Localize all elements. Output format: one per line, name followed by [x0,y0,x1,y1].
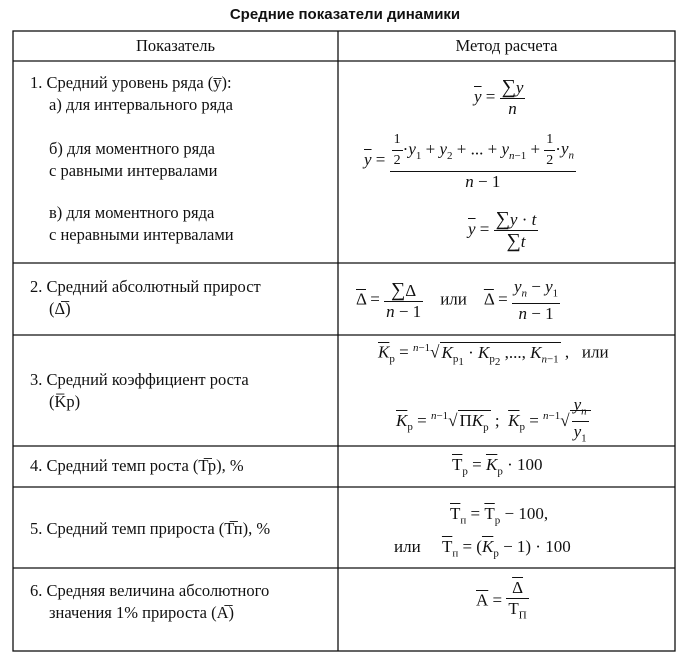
row5-or: или [394,537,421,556]
formula-growth-rate: $Т_р = \overline{K}_р \cdot 100$ [452,455,543,478]
row3-indicator [13,369,338,413]
row1-b-line1: б) для моментного ряда [49,139,215,158]
row1-b-line2: с равными интервалами [49,161,218,180]
row6-indicator [13,580,338,624]
row3-line1: 3. Средний коэффициент роста [30,370,249,389]
row2-line1: 2. Средний абсолютный прирост [30,277,261,296]
row1-line1: 1. Средний уровень ряда (y̅): [30,73,232,92]
row3-or: или [581,342,609,362]
header-method: Метод расчета [455,36,558,55]
row1-c-line2: с неравными интервалами [49,225,234,244]
header-indicator: Показатель [136,36,215,55]
formula-moment-unequal: $\overline{y}$ = $\frac{\sum y \cdot t}{\sum t}$ [468,208,537,252]
formula-interval-mean: $\overline{y}$ = $\frac{\sum y}{n}$ [474,76,524,118]
formula-growth-coef-2: $\overline{K}_р = ^{n-1}√$ $\Pi K_р$ ; $\overline{K}_р = ^{n-1}√$ $\frac{y_n}{y_1}$ [396,395,591,449]
row2-indicator [13,276,338,320]
formula-abs-growth: $\overline{\Delta}$ = $\frac{\sum\Delta}{n - 1}$ или $\overline{\Delta}$ = $\frac{y_n - y_1}{n - 1}$ [356,277,559,324]
row6-line1: 6. Средняя величина абсолютного [30,581,270,600]
row1-line2: а) для интервального ряда [49,95,233,114]
formula-growth-coef-1: $\overline{K}_р = ^{n-1}√$ $K_{р_1} \cdot K_{р_2}$ ,..., $K_{n-1}$ , или [378,342,609,369]
row1-c-line1: в) для моментного ряда [49,203,215,222]
formula-moment-equal: $\overline{y}$ = $\frac{1}{2}$ $\cdot y_1 + y_2$ + ... + $y_{n-1}$ + $\frac{1}{2}$ $\cdot y_n$ n − 1 [364,132,575,191]
table-title: Средние показатели динамики [229,6,461,23]
row6-line2: значения 1% прироста (А̅) [49,603,235,622]
row4-line1: 4. Средний темп роста (Т̅р), % [30,456,244,475]
row4-indicator [13,455,338,477]
row5-line1: 5. Средний темп прироста (Т̅п), % [30,519,271,538]
formula-increase-rate-2: или $Т_п = (\overline{K}_р - 1) \cdot 100$ [394,537,571,560]
formula-one-percent: А = $\frac{\overline{\Delta}}{Т_П}$ [476,578,527,622]
formula-increase-rate-1: $Т_п = Т_р - 100$, [450,504,549,527]
row1-indicator [13,72,338,246]
row3-line2: (K̅р) [49,392,81,411]
row2-or: или [440,289,467,309]
row5-indicator [13,518,338,540]
row2-line2: (Δ̅) [49,299,71,318]
